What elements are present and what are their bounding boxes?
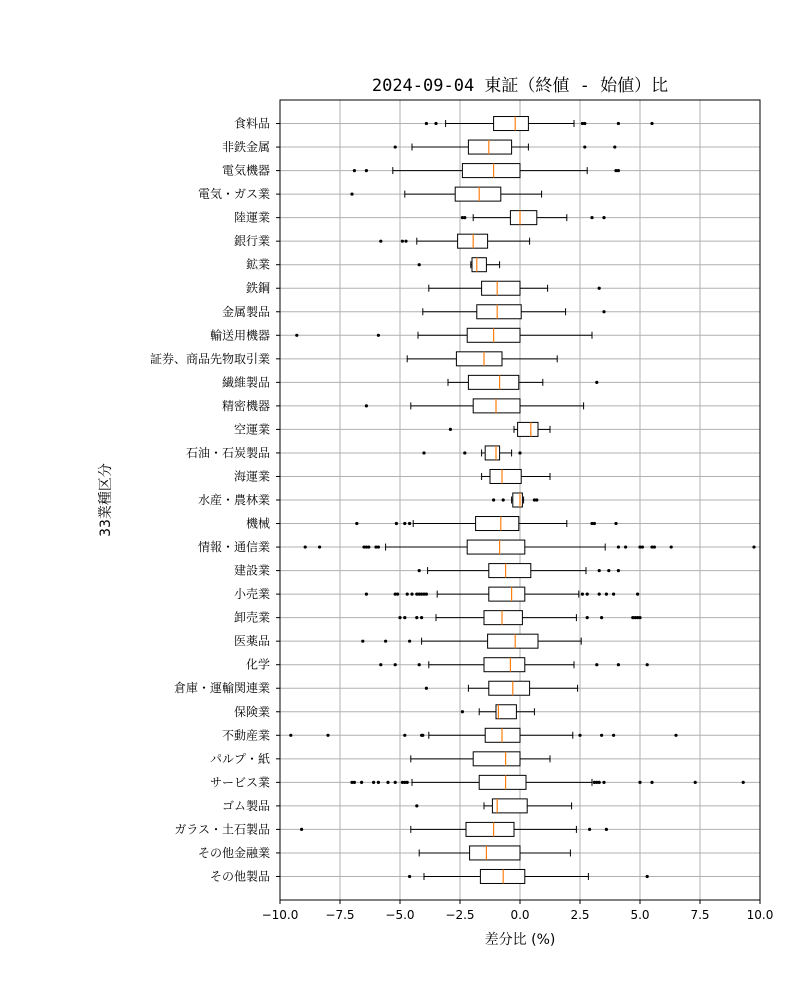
outlier-point (461, 710, 464, 713)
outlier-point (421, 734, 424, 737)
iqr-box (484, 611, 522, 625)
category-label: ガラス・土石製品 (174, 822, 270, 837)
outlier-point (422, 451, 425, 454)
category-label: 保険業 (233, 704, 270, 719)
category-label: 不動産業 (221, 728, 270, 743)
outlier-point (300, 828, 303, 831)
category-label: 建設業 (233, 563, 270, 578)
outlier-point (394, 663, 397, 666)
x-tick-label: −5.0 (385, 908, 415, 922)
outlier-point (617, 569, 620, 572)
category-label: 倉庫・運輸関連業 (173, 681, 270, 696)
outlier-point (415, 616, 418, 619)
category-label: 輸送用機器 (209, 328, 270, 343)
outlier-point (605, 593, 608, 596)
outlier-point (326, 734, 329, 737)
category-label: 機械 (245, 516, 270, 531)
outlier-point (406, 593, 409, 596)
outlier-point (418, 263, 421, 266)
outlier-point (415, 804, 418, 807)
iqr-box (494, 117, 529, 131)
outlier-point (304, 545, 307, 548)
outlier-point (401, 240, 404, 243)
outlier-point (377, 781, 380, 784)
iqr-box (488, 634, 538, 648)
iqr-box (467, 540, 525, 554)
outlier-point (518, 451, 521, 454)
outlier-point (586, 616, 589, 619)
category-label: 水産・農林業 (197, 493, 270, 507)
category-label: 海運業 (233, 469, 270, 484)
category-label: 医薬品 (233, 634, 270, 649)
outlier-point (638, 616, 641, 619)
box-group (411, 752, 550, 766)
outlier-point (588, 828, 591, 831)
outlier-point (425, 687, 428, 690)
iqr-box (468, 140, 511, 154)
iqr-box (482, 281, 520, 295)
iqr-box (479, 775, 526, 789)
outlier-point (360, 781, 363, 784)
outlier-point (612, 734, 615, 737)
outlier-point (410, 593, 413, 596)
box-group (365, 587, 639, 601)
outlier-point (398, 616, 401, 619)
outlier-point (406, 781, 409, 784)
category-label: 精密機器 (221, 398, 270, 413)
outlier-point (408, 640, 411, 643)
outlier-point (386, 781, 389, 784)
outlier-point (638, 781, 641, 784)
category-label: 食料品 (233, 116, 270, 131)
x-axis-title: 差分比 (%) (484, 932, 556, 948)
category-labels (150, 116, 270, 884)
outlier-point (590, 216, 593, 219)
outlier-point (372, 781, 375, 784)
outlier-point (593, 522, 596, 525)
chart-title: 2024-09-04 東証（終値 - 始値）比 (371, 76, 669, 96)
category-label: 電気・ガス業 (197, 187, 270, 202)
x-tick-label: −2.5 (445, 908, 475, 922)
category-label: 非鉄金属 (221, 140, 270, 155)
iqr-box (490, 469, 521, 483)
outlier-point (595, 381, 598, 384)
category-label: 繊維製品 (221, 375, 270, 390)
iqr-box (484, 658, 525, 672)
outlier-point (449, 428, 452, 431)
outlier-point (361, 640, 364, 643)
outlier-point (403, 522, 406, 525)
outlier-point (694, 781, 697, 784)
iqr-box (477, 305, 521, 319)
category-label: 証券、商品先物取引業 (149, 351, 270, 366)
outlier-point (646, 663, 649, 666)
iqr-box (489, 587, 525, 601)
box-group (425, 117, 654, 131)
outlier-point (752, 545, 755, 548)
outlier-point (653, 545, 656, 548)
iqr-box (485, 446, 499, 460)
outlier-point (502, 498, 505, 501)
category-label: その他金融業 (197, 845, 270, 860)
x-tick-label: 2.5 (570, 908, 590, 922)
outlier-point (420, 616, 423, 619)
box-group (482, 469, 550, 483)
iqr-box (455, 187, 501, 201)
category-label: 小売業 (233, 587, 270, 602)
outlier-point (379, 240, 382, 243)
iqr-box (518, 422, 538, 436)
outlier-point (404, 240, 407, 243)
outlier-point (607, 569, 610, 572)
outlier-point (624, 545, 627, 548)
box-group (379, 234, 529, 248)
outlier-point (365, 593, 368, 596)
outlier-point (602, 781, 605, 784)
outlier-point (377, 545, 380, 548)
outlier-point (600, 616, 603, 619)
outlier-point (598, 593, 601, 596)
outlier-point (295, 334, 298, 337)
outlier-point (617, 663, 620, 666)
iqr-box (513, 493, 523, 507)
iqr-box (466, 822, 514, 836)
outlier-point (492, 498, 495, 501)
iqr-box (489, 681, 530, 695)
x-tick-label: −7.5 (325, 908, 355, 922)
outlier-point (586, 593, 589, 596)
outlier-point (408, 875, 411, 878)
category-label: 情報・通信業 (197, 540, 270, 555)
outlier-point (612, 593, 615, 596)
category-label: パルプ・紙 (209, 751, 270, 766)
iqr-box (510, 211, 536, 225)
outlier-point (365, 404, 368, 407)
outlier-point (408, 522, 411, 525)
iqr-box (472, 258, 486, 272)
iqr-box (476, 517, 519, 531)
outlier-point (646, 875, 649, 878)
category-label: サービス業 (209, 775, 270, 790)
category-label: 空運業 (233, 422, 270, 437)
outlier-point (742, 781, 745, 784)
outlier-point (598, 569, 601, 572)
outlier-point (384, 640, 387, 643)
category-label: 金属製品 (221, 304, 270, 319)
outlier-point (674, 734, 677, 737)
category-label: 電気機器 (221, 163, 270, 178)
category-label: 卸売業 (233, 610, 270, 625)
outlier-point (355, 522, 358, 525)
x-tick-label: 7.5 (690, 908, 710, 922)
iqr-box (489, 564, 531, 578)
outlier-point (602, 216, 605, 219)
outlier-point (641, 545, 644, 548)
outlier-point (578, 734, 581, 737)
outlier-point (463, 451, 466, 454)
outlier-point (425, 593, 428, 596)
outlier-point (289, 734, 292, 737)
outlier-point (598, 287, 601, 290)
outlier-point (600, 734, 603, 737)
category-label: ゴム製品 (221, 798, 270, 813)
x-tick-label: 5.0 (630, 908, 650, 922)
iqr-box (473, 752, 520, 766)
iqr-box (468, 375, 518, 389)
category-label: その他製品 (209, 869, 270, 884)
outlier-point (403, 734, 406, 737)
outlier-point (535, 498, 538, 501)
outlier-point (318, 545, 321, 548)
category-label: 化学 (245, 657, 270, 672)
outlier-point (377, 334, 380, 337)
outlier-point (394, 145, 397, 148)
box-group (419, 846, 570, 860)
outlier-point (365, 169, 368, 172)
outlier-point (583, 145, 586, 148)
outlier-point (650, 781, 653, 784)
outlier-point (367, 545, 370, 548)
iqr-box (470, 846, 520, 860)
category-label: 鉱業 (245, 257, 270, 272)
outlier-point (353, 169, 356, 172)
iqr-box (480, 869, 524, 883)
iqr-box (456, 352, 502, 366)
outlier-point (614, 522, 617, 525)
y-axis-title: 33業種区分 (98, 463, 114, 537)
outlier-point (434, 122, 437, 125)
x-tick-label: 0.0 (510, 908, 530, 922)
category-label: 鉄鋼 (245, 281, 270, 296)
outlier-point (353, 781, 356, 784)
outlier-point (463, 216, 466, 219)
outlier-point (636, 593, 639, 596)
outlier-point (650, 122, 653, 125)
outlier-point (394, 781, 397, 784)
outlier-point (605, 828, 608, 831)
outlier-point (613, 145, 616, 148)
x-tick-label: −10.0 (261, 908, 299, 922)
outlier-point (595, 663, 598, 666)
x-tick-label: 10.0 (746, 908, 774, 922)
outlier-point (583, 122, 586, 125)
outlier-point (396, 593, 399, 596)
outlier-point (418, 569, 421, 572)
box-group (407, 352, 557, 366)
outlier-point (617, 122, 620, 125)
outlier-point (425, 122, 428, 125)
category-label: 石油・石炭製品 (185, 445, 270, 460)
outlier-point (598, 781, 601, 784)
outlier-point (395, 522, 398, 525)
iqr-box (496, 705, 516, 719)
outlier-point (617, 545, 620, 548)
outlier-point (350, 193, 353, 196)
outlier-point (418, 663, 421, 666)
outlier-point (617, 169, 620, 172)
category-label: 銀行業 (233, 234, 270, 249)
category-label: 陸運業 (233, 210, 270, 225)
iqr-box (462, 164, 520, 178)
outlier-point (581, 593, 584, 596)
outlier-point (602, 310, 605, 313)
outlier-point (670, 545, 673, 548)
outlier-point (403, 616, 406, 619)
outlier-point (379, 663, 382, 666)
